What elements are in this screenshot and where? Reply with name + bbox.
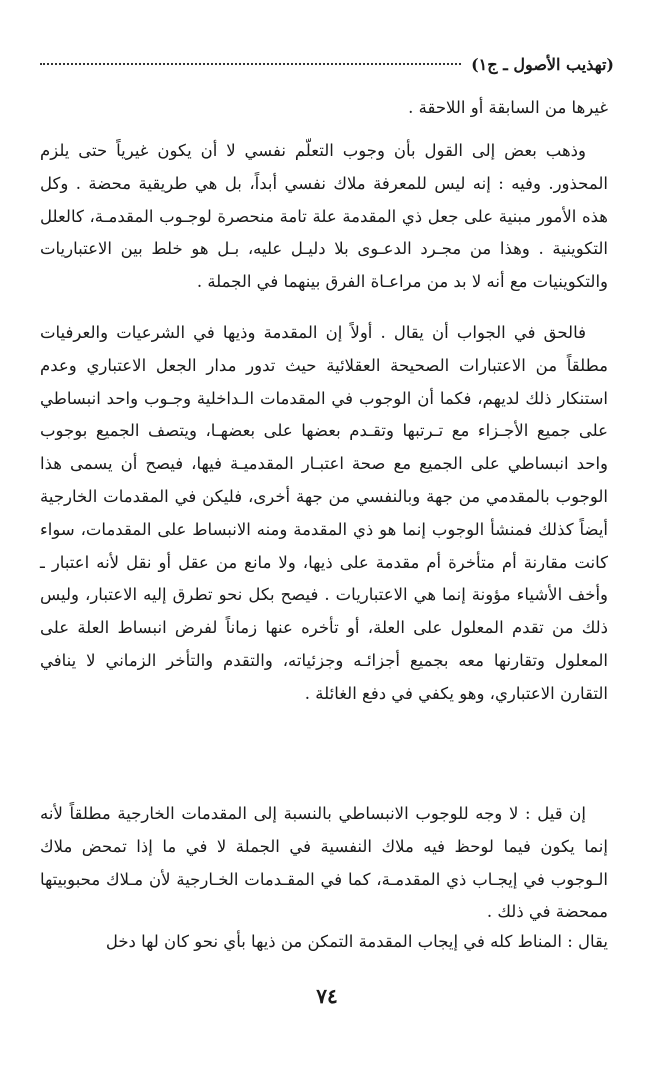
page-number: ٧٤ bbox=[316, 984, 338, 1008]
paragraph-3: فالحق في الجواب أن يقال . أولاً إن المقدمة وذيها في الشرعيات والعرفيات مطلقاً من الاعتبارات الصحيحة العقلائية حيث تدور مدار الجعل الاعتباري وعدم استنكار ذلك لديهم، فكما أن الوجوب في المقدمات الـداخلية وجـوب واحد انبساطي على جميع الأجـزاء مع تـرتبها وتقـدم بعضها على بعضهـا، ويتصف الجميع بوجوب واحد انبساطي على الجميع مع صحة اعتبـار المقدميـة فيها، فيصح أن يسمى هذا الوجوب بالمقدمي من جهة وبالنفسي من جهة أخرى، فليكن في المقدمات الخارجية أيضاً كذلك فمنشأ الوجوب إنما هو ذي المقدمة ومنه الانبساط على المقدمات، سواء كانت مقارنة أم متأخرة أم مقدمة على ذيها، ولا مانع من عقل أو نقل لأنه اعتبار ـ وأخف الأشياء مؤونة إنما هي الاعتباريات . فيصح بكل نحو تطرق إليه الاعتبار، وليس ذلك من تقدم المعلول على العلة، أو تأخره عنها زماناً لفرض انبساط العلة على المعلول وتقارنها معه بجميع أجزائـه وجزئياته، والتقدم والتأخر الزماني لا ينافي التقارن الاعتباري، وهو يكفي في دفع الغائلة . bbox=[40, 323, 608, 703]
paragraph-4: إن قيل : لا وجه للوجوب الانبساطي بالنسبة إلى المقدمات الخارجية مطلقاً لأنه إنما يكون فيما لوحظ فيه ملاك النفسية في الجملة لا في ما إذا تمحض ملاك الـوجوب في إيجـاب ذي المقدمـة، كما في المقـدمات الخـارجية لأن مـلاك محبوبيتها ممحضة في ذلك . bbox=[40, 804, 608, 922]
header-title: (تهذيب الأصول ـ ج١) bbox=[471, 54, 614, 74]
paragraph-1: غيرها من السابقة أو اللاحقة . bbox=[408, 98, 608, 117]
paragraph-5: يقال : المناط كله في إيجاب المقدمة التمكن من ذيها بأي نحو كان لها دخل bbox=[105, 932, 608, 951]
header-dotted-rule bbox=[40, 63, 461, 65]
running-header bbox=[40, 52, 614, 76]
paragraph-2: وذهب بعض إلى القول بأن وجوب التعلّم نفسي لا أن يكون غيرياً حتى يلزم المحذور. وفيه : إنه ليس للمعرفة ملاك نفسي أبداً، بل هي طريقية محضة . وكل هذه الأمور مبنية على جعل ذي المقدمة علة تامة منحصرة لوجـوب المقدمـة، كالعلل التكوينية . وهذا من مجـرد الدعـوى بلا دليـل عليه، بـل هو خلط بين الاعتباريات والتكوينيات مع أنه لا بد من مراعـاة الفرق بينهما في الجملة . bbox=[40, 141, 608, 292]
body-text bbox=[40, 92, 608, 959]
